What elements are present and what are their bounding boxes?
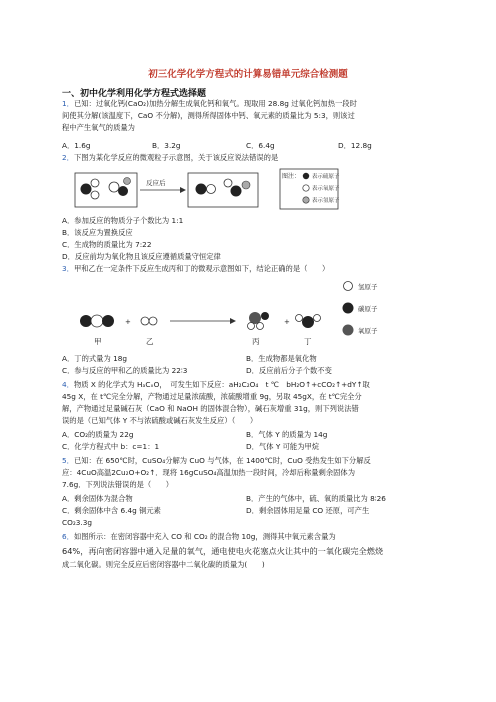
question-5-number: 5．: [62, 456, 74, 465]
product-molecule: [224, 179, 250, 197]
question-5-line-2: 应：4CuO高温2Cu₂O+O₂↑．现将 16gCuSO₄高温加热一段时间，冷却后称量剩余固体为: [62, 468, 356, 477]
question-6-number: 6．: [62, 532, 74, 541]
reaction-diagram-1: [70, 167, 340, 211]
q5-option-d: D．剩余固体用足量 CO 还原，可产生: [246, 506, 370, 515]
carbon-atom-icon: [343, 303, 354, 314]
legend-label-3: 表示氢原子: [312, 198, 340, 204]
q4-option-d: D．气体 Y 可能为甲烷: [246, 442, 320, 451]
question-3-number: 3．: [62, 264, 74, 273]
molecule-bing: [248, 312, 270, 330]
q4-option-c: C．化学方程式中 b：c=1：1: [62, 442, 160, 451]
q1-option-c: C．6.4g: [246, 141, 275, 150]
q3-option-a: A．丁的式量为 18g: [62, 354, 128, 363]
hydrogen-atom-icon: [303, 197, 309, 203]
question-2-stem: 2．下图为某化学反应的微观粒子示意图，关于该反应说法错误的是: [62, 153, 279, 162]
q4-option-b: B．气体 Y 的质量为 14g: [246, 430, 328, 439]
label-jia: 甲: [94, 337, 102, 346]
legend-label-2: 碳原子: [358, 305, 378, 313]
oxygen-atom-icon: [343, 325, 354, 336]
sulfur-atom-icon: [303, 173, 309, 179]
question-1-line-1: 1．已知：过氧化钙(CaO₂)加热分解生成氧化钙和氧气。现取用 28.8g 过氧化钙加热一段时: [62, 99, 357, 108]
reaction-diagram-2: [70, 278, 400, 348]
question-4-line-1: 4．物质 X 的化学式为 HₐCₓO， 可发生如下反应：aH₂C₂O₄ t ℃ bH₂O↑+cCO₂↑+dY↑取: [62, 380, 370, 389]
molecule-jia: [80, 315, 114, 327]
question-6-line-2: 64%，再向密闭容器中通入足量的氧气，通电使电火花塞点火让其中的一氧化碳完全燃烧: [62, 546, 384, 556]
question-4-line-3: 解，产物通过足量碱石灰（CaO 和 NaOH 的固体混合物），碱石灰增重 31g，则下列说法错: [62, 404, 359, 413]
arrow-label: 反应后: [146, 179, 166, 187]
reactant-molecule: [109, 178, 131, 197]
q2-option-c: C．生成物的质量比为 7:22: [62, 240, 152, 249]
question-4-line-4: 误的是（已知气体 Y 不与浓硫酸或碱石灰发生反应）（ ）: [62, 416, 258, 425]
label-ding: 丁: [304, 337, 312, 346]
q3-option-b: B．生成物都是氧化物: [246, 354, 317, 363]
question-1-line-3: 程中产生氧气的质量为: [62, 123, 135, 132]
section-heading: 一、初中化学利用化学方程式选择题: [62, 89, 207, 99]
question-1-line-2: 间使其分解(该温度下，CaO 不分解)，测得所得固体中钙、氧元素的质量比为 5:3，则该过: [62, 111, 355, 120]
question-6-line-1: 6．如图所示：在密闭容器中充入 CO 和 CO₂ 的混合物 10g，测得其中氧元素含量为: [62, 532, 336, 541]
q3-option-d: D．反应前后分子个数不变: [246, 366, 332, 375]
q5-option-b: B．产生的气体中，硫、氧的质量比为 8∶26: [246, 494, 386, 503]
question-6-line-3: 成二氧化碳。则完全反应后密闭容器中二氧化碳的质量为( ): [62, 560, 265, 569]
question-4-line-2: 45g X，在 t℃完全分解，产物通过足量浓硫酸，浓硫酸增重 9g，另取 45gX，在 t℃完全分: [62, 392, 362, 401]
q2-option-a: A．参加反应的物质分子个数比为 1:1: [62, 216, 184, 225]
q1-option-b: B．3.2g: [152, 141, 181, 150]
product-molecule: [196, 184, 216, 195]
hydrogen-atom-icon: [344, 282, 353, 291]
q5-option-d-tail: CO₂3.3g: [62, 518, 92, 527]
q3-option-c: C．参与反应的甲和乙的质量比为 22∶3: [62, 366, 188, 375]
q5-option-a: A．剩余固体为混合物: [62, 494, 133, 503]
question-1-number: 1．: [62, 99, 74, 108]
question-3-stem: 3．甲和乙在一定条件下反应生成丙和丁的微观示意图如下，结论正确的是（ ）: [62, 264, 330, 273]
q4-option-a: A．CO₂的质量为 22g: [62, 430, 134, 439]
molecule-yi: [141, 317, 157, 325]
q5-option-c: C．剩余固体中含 6.4g 铜元素: [62, 506, 161, 515]
legend-label-1: 表示硫原子: [312, 174, 340, 180]
legend-label-2: 表示氧原子: [312, 186, 340, 192]
q1-option-a: A．1.6g: [62, 141, 91, 150]
legend-title: 图注：: [282, 173, 301, 180]
legend-label-3: 氧原子: [358, 327, 378, 335]
q2-option-d: D．反应前均为氧化物且该反应遵循质量守恒定律: [62, 252, 221, 261]
legend-label-1: 氢原子: [358, 283, 378, 291]
label-yi: 乙: [146, 337, 154, 346]
plus-sign: +: [125, 318, 131, 326]
page-title: 初三化学化学方程式的计算易错单元综合检测题: [148, 69, 348, 80]
q1-option-d: D．12.8g: [338, 141, 372, 150]
plus-sign: +: [284, 318, 290, 326]
question-4-number: 4．: [62, 380, 74, 389]
label-bing: 丙: [252, 337, 260, 346]
question-5-line-3: 7.6g．下列说法错误的是（ ）: [62, 480, 174, 489]
q2-option-b: B．该反应为置换反应: [62, 228, 133, 237]
reactant-molecule: [81, 179, 100, 199]
molecule-ding: [296, 315, 321, 329]
question-5-line-1: 5．已知：在 650℃时，CuSO₄分解为 CuO 与气体，在 1400℃时，CuO 受热发生如下分解反: [62, 456, 371, 465]
question-2-number: 2．: [62, 153, 74, 162]
oxygen-atom-icon: [303, 185, 309, 191]
